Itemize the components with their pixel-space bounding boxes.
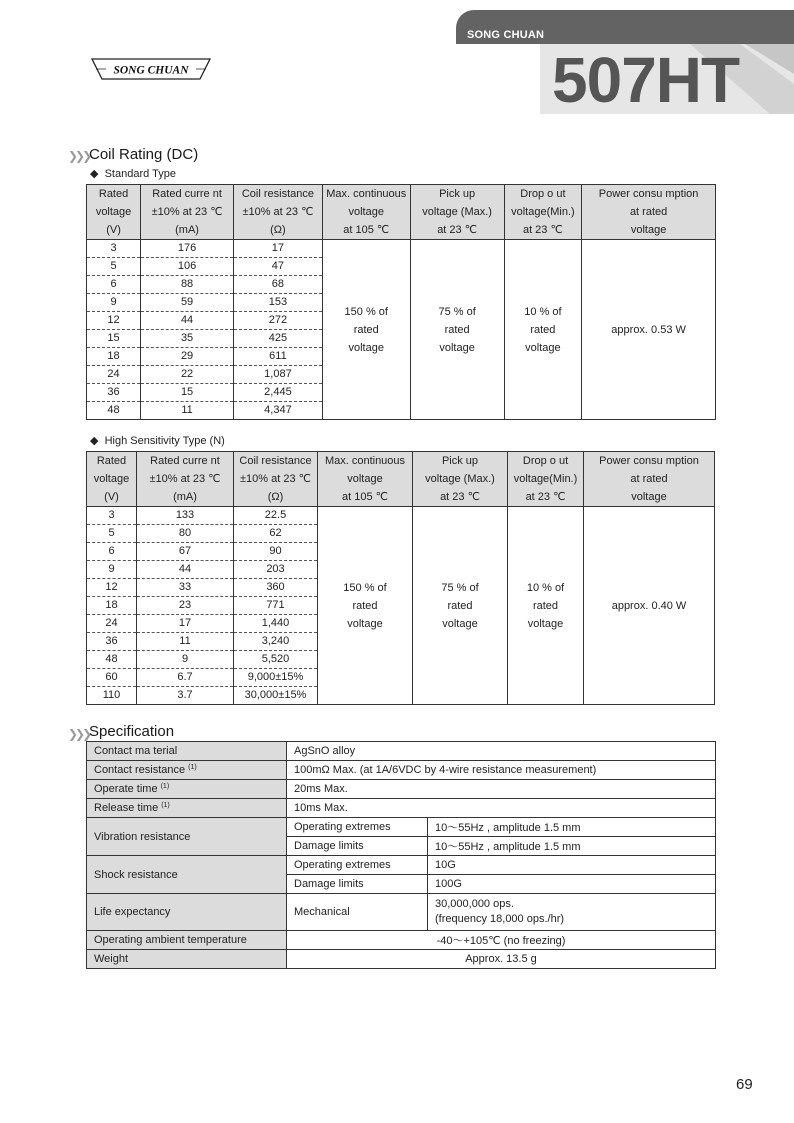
header-cell: (Ω) xyxy=(234,488,318,507)
header-cell: voltage xyxy=(87,470,137,488)
spec-label: Shock resistance xyxy=(87,856,287,894)
footnote-marker: (1) xyxy=(160,783,170,790)
drop-out-cell: 10 % of rated voltage xyxy=(508,507,584,705)
rated-voltage-cell: 3 xyxy=(87,240,141,258)
song-chuan-logo xyxy=(90,57,212,81)
header-cell: voltage (Max.) xyxy=(410,203,504,221)
standard-type-subtitle: ◆ Standard Type xyxy=(90,168,176,180)
power-consumption-cell: approx. 0.40 W xyxy=(584,507,715,705)
header-cell: voltage xyxy=(318,470,413,488)
footnote-marker: (1) xyxy=(161,802,170,809)
pick-up-cell: 75 % of rated voltage xyxy=(410,240,504,420)
header-cell: (V) xyxy=(87,488,137,507)
spec-label: Vibration resistance xyxy=(87,818,287,856)
rated-voltage-cell: 18 xyxy=(87,597,137,615)
footnote-marker: (1) xyxy=(188,764,197,771)
header-cell: Power consu mption xyxy=(584,452,715,471)
coil-resistance-cell: 153 xyxy=(234,294,323,312)
coil-resistance-cell: 22.5 xyxy=(234,507,318,525)
coil-resistance-cell: 3,240 xyxy=(234,633,318,651)
header-cell: voltage (Max.) xyxy=(413,470,508,488)
header-cell: (mA) xyxy=(141,221,234,240)
header-cell: at 105 ℃ xyxy=(318,488,413,507)
coil-resistance-cell: 68 xyxy=(234,276,323,294)
max-continuous-cell: 150 % of rated voltage xyxy=(318,507,413,705)
rated-current-cell: 59 xyxy=(141,294,234,312)
spec-label: Weight xyxy=(87,950,287,969)
header-cell: Coil resistance xyxy=(234,185,323,204)
rated-current-cell: 44 xyxy=(141,312,234,330)
header-cell: voltage(Min.) xyxy=(504,203,582,221)
spec-sublabel: Operating extremes xyxy=(287,818,428,837)
diamond-bullet-icon: ◆ xyxy=(90,435,99,447)
spec-row xyxy=(87,818,716,837)
spec-value: 30,000,000 ops. (frequency 18,000 ops./hr) xyxy=(428,894,716,931)
coil-resistance-cell: 272 xyxy=(234,312,323,330)
rated-current-cell: 11 xyxy=(137,633,234,651)
rated-voltage-cell: 48 xyxy=(87,402,141,420)
rated-voltage-cell: 60 xyxy=(87,669,137,687)
rated-current-cell: 29 xyxy=(141,348,234,366)
header-cell: Rated curre nt xyxy=(137,452,234,471)
header-cell: at rated xyxy=(584,470,715,488)
spec-value: 10ms Max. xyxy=(287,799,716,818)
spec-value: 10～55Hz , amplitude 1.5 mm xyxy=(428,837,716,856)
coil-rating-title: Coil Rating (DC) xyxy=(89,146,199,163)
rated-current-cell: 15 xyxy=(141,384,234,402)
header-brand: SONG CHUAN xyxy=(467,29,545,41)
spec-row xyxy=(87,761,716,780)
header-cell: Power consu mption xyxy=(582,185,716,204)
spec-sublabel: Damage limits xyxy=(287,875,428,894)
max-continuous-cell: 150 % of rated voltage xyxy=(322,240,410,420)
header-cell: ±10% at 23 ℃ xyxy=(234,203,323,221)
header-cell: at 23 ℃ xyxy=(504,221,582,240)
spec-row xyxy=(87,856,716,875)
spec-value: 100G xyxy=(428,875,716,894)
header-cell: voltage xyxy=(87,203,141,221)
rated-voltage-cell: 12 xyxy=(87,579,137,597)
specification-table xyxy=(86,741,716,969)
coil-resistance-cell: 1,087 xyxy=(234,366,323,384)
spec-value: 100mΩ Max. (at 1A/6VDC by 4-wire resistance measurement) xyxy=(287,761,716,780)
spec-value: 20ms Max. xyxy=(287,780,716,799)
high-sensitivity-coil-rating-table xyxy=(86,451,715,705)
coil-resistance-cell: 90 xyxy=(234,543,318,561)
header-cell: at 23 ℃ xyxy=(508,488,584,507)
header-cell: (Ω) xyxy=(234,221,323,240)
header-cell: Rated xyxy=(87,452,137,471)
spec-row xyxy=(87,799,716,818)
spec-label: Release time $^{(1)}$ xyxy=(87,799,287,818)
spec-label: Operate time $^{(1)}$ xyxy=(87,780,287,799)
rated-current-cell: 176 xyxy=(141,240,234,258)
pick-up-cell: 75 % of rated voltage xyxy=(413,507,508,705)
spec-value: 10G xyxy=(428,856,716,875)
coil-resistance-cell: 30,000±15% xyxy=(234,687,318,705)
section-chevron-icon: ❯❯❯ xyxy=(68,149,90,163)
rated-voltage-cell: 6 xyxy=(87,543,137,561)
header-cell: (V) xyxy=(87,221,141,240)
spec-row xyxy=(87,742,716,761)
header-cell: at 23 ℃ xyxy=(413,488,508,507)
spec-row xyxy=(87,894,716,931)
coil-resistance-cell: 17 xyxy=(234,240,323,258)
rated-voltage-cell: 9 xyxy=(87,294,141,312)
header-cell: Drop o ut xyxy=(504,185,582,204)
model-number: 507HT xyxy=(552,44,740,116)
page-number: 69 xyxy=(736,1076,753,1093)
rated-voltage-cell: 9 xyxy=(87,561,137,579)
header-cell: Pick up xyxy=(413,452,508,471)
rated-voltage-cell: 48 xyxy=(87,651,137,669)
coil-resistance-cell: 203 xyxy=(234,561,318,579)
header-cell: voltage xyxy=(582,221,716,240)
coil-resistance-cell: 611 xyxy=(234,348,323,366)
header-cell: Max. continuous xyxy=(318,452,413,471)
header-cell: Drop o ut xyxy=(508,452,584,471)
svg-text:SONG CHUAN: SONG CHUAN xyxy=(113,64,189,77)
coil-resistance-cell: 62 xyxy=(234,525,318,543)
header-cell: voltage(Min.) xyxy=(508,470,584,488)
header-cell: at rated xyxy=(582,203,716,221)
rated-voltage-cell: 5 xyxy=(87,525,137,543)
rated-current-cell: 6.7 xyxy=(137,669,234,687)
rated-voltage-cell: 3 xyxy=(87,507,137,525)
header-cell: Rated xyxy=(87,185,141,204)
spec-sublabel: Damage limits xyxy=(287,837,428,856)
spec-value: Approx. 13.5 g xyxy=(287,950,716,969)
spec-label: Contact resistance $^{(1)}$ xyxy=(87,761,287,780)
rated-current-cell: 33 xyxy=(137,579,234,597)
drop-out-cell: 10 % of rated voltage xyxy=(504,240,582,420)
header-cell: voltage xyxy=(322,203,410,221)
spec-row xyxy=(87,950,716,969)
coil-resistance-cell: 47 xyxy=(234,258,323,276)
section-chevron-icon: ❯❯❯ xyxy=(68,727,90,741)
coil-resistance-cell: 9,000±15% xyxy=(234,669,318,687)
spec-sublabel: Operating extremes xyxy=(287,856,428,875)
header-cell: ±10% at 23 ℃ xyxy=(141,203,234,221)
header-cell: voltage xyxy=(584,488,715,507)
power-consumption-cell: approx. 0.53 W xyxy=(582,240,716,420)
diamond-bullet-icon: ◆ xyxy=(90,168,99,180)
rated-voltage-cell: 5 xyxy=(87,258,141,276)
rated-current-cell: 3.7 xyxy=(137,687,234,705)
coil-resistance-cell: 771 xyxy=(234,597,318,615)
rated-voltage-cell: 15 xyxy=(87,330,141,348)
standard-coil-rating-table xyxy=(86,184,716,420)
table-row xyxy=(87,507,715,525)
spec-label: Contact ma terial xyxy=(87,742,287,761)
spec-value: 10～55Hz , amplitude 1.5 mm xyxy=(428,818,716,837)
coil-resistance-cell: 1,440 xyxy=(234,615,318,633)
specification-title: Specification xyxy=(89,723,175,740)
header-cell: at 23 ℃ xyxy=(410,221,504,240)
rated-voltage-cell: 18 xyxy=(87,348,141,366)
header-cell: Coil resistance xyxy=(234,452,318,471)
rated-voltage-cell: 110 xyxy=(87,687,137,705)
rated-voltage-cell: 6 xyxy=(87,276,141,294)
spec-label: Operating ambient temperature xyxy=(87,931,287,950)
header-cell: Rated curre nt xyxy=(141,185,234,204)
rated-current-cell: 133 xyxy=(137,507,234,525)
coil-resistance-cell: 425 xyxy=(234,330,323,348)
header-cell: (mA) xyxy=(137,488,234,507)
spec-sublabel: Mechanical xyxy=(287,894,428,931)
rated-current-cell: 17 xyxy=(137,615,234,633)
spec-value: -40～+105℃ (no freezing) xyxy=(287,931,716,950)
coil-resistance-cell: 2,445 xyxy=(234,384,323,402)
rated-voltage-cell: 12 xyxy=(87,312,141,330)
rated-current-cell: 22 xyxy=(141,366,234,384)
coil-resistance-cell: 360 xyxy=(234,579,318,597)
table-row xyxy=(87,240,716,258)
rated-voltage-cell: 24 xyxy=(87,366,141,384)
header-cell: Max. continuous xyxy=(322,185,410,204)
spec-row xyxy=(87,780,716,799)
header-cell: at 105 ℃ xyxy=(322,221,410,240)
coil-resistance-cell: 4,347 xyxy=(234,402,323,420)
spec-value: AgSnO alloy xyxy=(287,742,716,761)
rated-current-cell: 11 xyxy=(141,402,234,420)
rated-current-cell: 106 xyxy=(141,258,234,276)
rated-current-cell: 23 xyxy=(137,597,234,615)
rated-current-cell: 88 xyxy=(141,276,234,294)
spec-row xyxy=(87,931,716,950)
spec-label: Life expectancy xyxy=(87,894,287,931)
header-cell: ±10% at 23 ℃ xyxy=(137,470,234,488)
rated-current-cell: 35 xyxy=(141,330,234,348)
high-sensitivity-subtitle: ◆ High Sensitivity Type (N) xyxy=(90,435,225,447)
coil-resistance-cell: 5,520 xyxy=(234,651,318,669)
rated-current-cell: 9 xyxy=(137,651,234,669)
header-cell: ±10% at 23 ℃ xyxy=(234,470,318,488)
header-cell: Pick up xyxy=(410,185,504,204)
rated-voltage-cell: 24 xyxy=(87,615,137,633)
rated-current-cell: 67 xyxy=(137,543,234,561)
rated-voltage-cell: 36 xyxy=(87,384,141,402)
rated-current-cell: 80 xyxy=(137,525,234,543)
rated-voltage-cell: 36 xyxy=(87,633,137,651)
rated-current-cell: 44 xyxy=(137,561,234,579)
